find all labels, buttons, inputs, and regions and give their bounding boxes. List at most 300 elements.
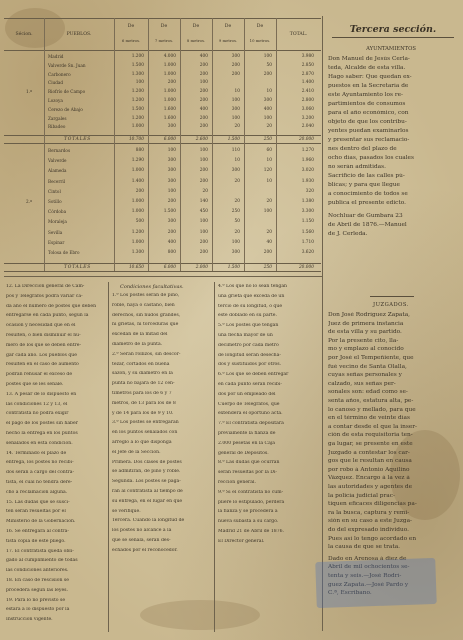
column-line: entregarse en cada punto, según la (6, 313, 89, 319)
row-value: 1.200 (131, 54, 144, 59)
row-value: 1.560 (301, 229, 314, 235)
row-value: 20.000 (298, 136, 314, 142)
column-line: su entrega, en el lugar en que (112, 498, 183, 504)
table-row (4, 250, 321, 256)
edict-line: la policía judicial prac- (328, 492, 395, 499)
row-pueblo: Zargales (48, 115, 67, 121)
row-value: 1.400 (301, 80, 314, 86)
closing-line: Abril de mil ochocientos se- (328, 564, 410, 571)
notice-line: a conocimiento de todos se (328, 191, 408, 197)
edict-line: de esta villa y su partido. (328, 329, 402, 336)
column-line: roble, haya ó castaño, bien (112, 302, 175, 308)
column-line: El Director general. (218, 538, 265, 544)
ayuntamientos-heading: AYUNTAMIENTOS (366, 46, 416, 52)
header-de: De (224, 24, 232, 29)
table-row (4, 54, 321, 60)
row-value: 400 (167, 239, 176, 245)
row-pueblo: Ribadeo (48, 124, 66, 130)
row-value: 20 (266, 229, 272, 235)
edict-line: lo canoso y mellado, para que (328, 406, 416, 413)
row-value: 200 (199, 115, 208, 121)
row-value: 3.060 (301, 106, 314, 112)
row-value: 200 (167, 199, 176, 204)
row-pueblo: Riofrío de Campo (48, 89, 86, 95)
row-value: 800 (167, 250, 176, 255)
column-line: 9.ª Si el contratista no cum- (218, 489, 284, 495)
row-value: 200 (135, 188, 144, 194)
row-value: 1.270 (301, 148, 314, 153)
row-value: 1.000 (163, 62, 176, 68)
column-line: tista copia de este pliego. (6, 538, 66, 544)
column-line: 13. A pesar de lo dispuesto en (6, 391, 77, 397)
column-line: 8.ª Las dudas que ocurran (218, 460, 280, 466)
table-row (4, 199, 321, 205)
table-row (4, 209, 321, 215)
row-value: 300 (167, 124, 176, 130)
column-line: el Jefe de la Sección. (112, 449, 161, 455)
notice-line: no serán admitidas. (328, 164, 386, 170)
column-line: dos serán á cargo del contra- (6, 470, 75, 476)
row-value: 10 (266, 158, 272, 164)
row-value: 1.200 (131, 229, 144, 235)
column-line: dos y sustituidos por otros. (218, 362, 282, 368)
table-row (4, 240, 321, 246)
row-value: 1.000 (131, 239, 144, 245)
edict-line: mo y emplazo al conocido (328, 346, 404, 353)
edict-line: en el término de veinte días (328, 415, 410, 422)
column-line: contratista no podrá exigir (6, 411, 69, 417)
row-pueblo: Alameda (48, 168, 67, 174)
row-value: 300 (231, 106, 240, 112)
row-value: 20 (202, 188, 208, 194)
row-value: 100 (199, 148, 208, 153)
closing-line: guez Zapata.—José Pardo y (328, 581, 409, 588)
notice-line: Hago saber: Que quedan ex- (328, 74, 412, 80)
header-unit: 6 metros. (121, 38, 141, 43)
row-value: 200 (167, 80, 176, 86)
row-value: 1.300 (131, 250, 144, 255)
total-label: TOTALES (64, 264, 92, 270)
header-de: De (160, 24, 168, 29)
column-line: se verifique. (112, 508, 141, 514)
row-value: 1.000 (163, 71, 176, 77)
header-unit: 9 metros. (218, 38, 238, 43)
column-line: ten serán resueltas por el (6, 509, 66, 515)
date-line: de Abril de 1876.—Manuel (328, 222, 407, 228)
column-line: nueva subasta á su cargo. (218, 519, 279, 525)
edict-line: tiquen eficaces diligencias pa- (328, 501, 417, 508)
table-row (4, 168, 321, 174)
row-value: 100 (199, 219, 208, 225)
column-line: una grieta que exceda de un (218, 293, 285, 299)
edict-line: gos que le resultan en causa (328, 458, 412, 465)
row-value: 2.040 (301, 124, 314, 130)
column-line: excedan de la mitad del (112, 332, 168, 338)
row-value: 140 (199, 199, 208, 204)
column-line: los postes no alcance á la (112, 528, 172, 534)
row-pueblo: Valverde Sn. Juan (48, 62, 86, 68)
table-row (4, 148, 321, 154)
row-value: 2.870 (301, 71, 314, 77)
total-label: TOTALES (64, 136, 92, 142)
column-line: ocasión y necesidad que en él (6, 323, 76, 329)
row-value: 200 (167, 229, 176, 235)
table-row (4, 89, 321, 95)
column-line: punta no bajará de 12 cen- (112, 381, 175, 387)
table-row (4, 189, 321, 195)
row-value: 300 (167, 219, 176, 225)
row-value: 100 (231, 239, 240, 245)
column-line: Instrucción vigente. (6, 617, 53, 623)
row-pueblo: Valverde (48, 158, 67, 164)
column-rule (322, 16, 323, 631)
row-value: 300 (231, 54, 240, 59)
row-value: 100 (167, 148, 176, 153)
column-line: rán al contratista al tiempo de (112, 489, 183, 494)
row-value: 300 (167, 158, 176, 164)
row-value: 1.380 (301, 199, 314, 204)
notice-line: publica el presente edicto. (328, 200, 406, 206)
row-value: 1.600 (163, 115, 176, 121)
row-value: 450 (199, 209, 208, 215)
row-value: 120 (263, 168, 272, 174)
column-line: Primera. Dos clases de postes (112, 459, 182, 465)
column-line: diámetro de la punta. (112, 342, 163, 347)
notice-line: objeto de que los contribu- (328, 119, 407, 125)
notice-line: para el año económico, con (328, 110, 409, 116)
column-line: tercio de su longitud, ó que (218, 303, 283, 309)
notice-line: ocho días, pasados los cuales (328, 155, 414, 161)
row-value: 20 (234, 229, 240, 235)
row-value: 100 (263, 209, 272, 215)
column-line: postes que se les señale. (6, 382, 64, 387)
row-value: 200 (231, 62, 240, 68)
column-line: las condiciones anteriores. (6, 568, 69, 574)
column-line: Segunda. Los postes se paga- (112, 479, 181, 485)
divider (370, 296, 414, 297)
row-value: 50 (234, 219, 240, 225)
table-row (4, 230, 321, 236)
closing-line: C.ª, Escribano. (328, 590, 372, 597)
row-value: 400 (199, 106, 208, 112)
column-line: hecho la entrega en los puntos (6, 431, 78, 436)
edict-line: calzado, sus señas per- (328, 380, 396, 387)
column-line: 17. El contratista queda obli- (6, 548, 74, 554)
row-value: 3.980 (301, 54, 314, 59)
row-value: 200 (231, 71, 240, 77)
column-line: 15. Las dudas que se susci- (6, 499, 70, 505)
row-value: 1.000 (131, 168, 144, 174)
conditions-title: Condiciones facultativas. (120, 284, 184, 290)
row-pueblo: Lozoya (48, 98, 63, 103)
row-value: 200 (199, 250, 208, 255)
stain (140, 600, 260, 630)
column-line: 4.ª Los que no lo sean tengan (218, 284, 288, 289)
table-row (4, 179, 321, 185)
edict-line: fué vecino de Santa Olalla, (328, 363, 407, 370)
section-title: Tercera sección. (332, 24, 454, 38)
row-pueblo: Carbonero (48, 71, 71, 77)
column-line: ni grietas, ni torceduras que (112, 322, 179, 328)
edict-line: Don José Rodríguez Zapata, (328, 312, 411, 318)
column-line: 12. La Dirección general de Cam- (6, 284, 85, 289)
column-line: decímetro por cada metro (218, 342, 279, 348)
row-value: 100 (135, 80, 144, 86)
row-value: 20.000 (298, 264, 314, 270)
row-pueblo: Moraleja (48, 219, 67, 225)
notice-line: partimientos de consumos (328, 101, 406, 107)
column-line: la fianza y se procederá á (218, 509, 278, 515)
header-de: De (256, 24, 264, 29)
table-row (4, 72, 321, 78)
column-line: 2.ª Serán rollizos, sin descor- (112, 351, 181, 357)
column-line: en cada punto serán recibi- (218, 382, 282, 387)
blue-stamp (315, 558, 437, 608)
row-value: 200 (199, 124, 208, 130)
row-value: 10.650 (128, 264, 144, 270)
column-line: Madrid 21 de Abril de 1876. (218, 529, 284, 534)
row-value: 200 (199, 239, 208, 245)
edict-line: la causa de que se trata. (328, 544, 400, 551)
row-value: 300 (167, 168, 176, 174)
row-value: 300 (231, 250, 240, 255)
row-value: 20 (266, 199, 272, 204)
column-line: 6.ª Los que se deben entregar (218, 372, 289, 378)
notice-line: y presentar sus reclamacio- (328, 137, 410, 143)
edict-line: por robo á Antonio Aquilino (328, 466, 410, 473)
row-pueblo: Tolosa de Ebro (48, 250, 80, 255)
column-line: tímetros para los de 6 y 7 (112, 391, 172, 396)
column-line: 14. Terminado el plazo de (6, 450, 67, 456)
edict-line: Pues así lo tengo acordado en (328, 535, 417, 542)
column-line: 16. Se entregará al contra- (6, 529, 69, 534)
column-line: que se señala, serán des- (112, 538, 171, 543)
column-line: serán resueltas por la Di- (218, 470, 277, 476)
column-line: echados por el reconocedor. (112, 547, 178, 553)
edict-line: Juez de primera instancia (328, 320, 404, 327)
column-line: señalados en esta condición. (6, 440, 73, 446)
column-line: en los puntos señalados con (112, 430, 178, 436)
notice-line: este Ayuntamiento los re- (328, 92, 403, 98)
row-value: 100 (167, 188, 176, 194)
edict-line: Por la presente cito, lla- (328, 337, 399, 344)
row-value: 100 (231, 98, 240, 103)
row-value: 200 (199, 89, 208, 95)
row-value: 400 (199, 54, 208, 59)
row-value: 1.500 (227, 264, 240, 270)
table-row (4, 80, 321, 86)
edict-line: a contar desde el que la inser- (328, 423, 417, 430)
header-unit: 8 metros. (186, 38, 206, 43)
header-unit: 7 metros. (154, 38, 174, 43)
row-value: 6.000 (163, 264, 176, 270)
row-value: 1.000 (131, 199, 144, 204)
column-line: resulten, ó bien disminuir el nú- (6, 333, 81, 338)
table-row (4, 219, 321, 225)
column-line: cho á reclamación alguna. (6, 489, 68, 495)
table-row (4, 63, 321, 69)
row-pueblo: Espinar (48, 239, 65, 245)
row-value: 20 (234, 124, 240, 130)
row-value: 40 (266, 239, 272, 245)
column-line: 2.000 pesetas en la Caja (218, 440, 275, 446)
row-value: 400 (263, 106, 272, 112)
column-line: metros, de 13 para los de 8 (112, 400, 176, 406)
row-value: 1.600 (163, 106, 176, 112)
row-value: 10 (266, 89, 272, 95)
row-value: 1.500 (163, 209, 176, 215)
row-value: 100 (199, 158, 208, 164)
table-row (4, 107, 321, 113)
row-value: 500 (135, 219, 144, 225)
row-pueblo: Becerril (48, 178, 66, 184)
notice-line: yentes puedan examinarlos (328, 128, 409, 134)
closing-line: Dado en Arenosa á diez de (328, 555, 407, 562)
column-line: las condiciones 12 y 13, el (6, 401, 68, 407)
edict-line: Vázquez. Encargo á la vez á (328, 475, 410, 482)
row-value: 10.700 (128, 136, 144, 142)
edict-line: do del expresado individuo. (328, 527, 409, 533)
row-value: 100 (263, 115, 272, 121)
column-line: 7.ª El contratista depositará (218, 421, 284, 427)
notice-line: blicas; y para que llegue (328, 182, 400, 188)
column-line: tista, el cual no tendrá dere- (6, 480, 73, 485)
row-value: 110 (231, 148, 240, 153)
column-line: da año el número de postes que deben (6, 303, 97, 309)
row-value: 2.410 (301, 89, 314, 95)
row-value: 4.000 (163, 54, 176, 59)
row-value: 300 (167, 178, 176, 184)
row-value: 1.000 (163, 89, 176, 95)
column-line: extenderá el oportuno acta. (218, 411, 283, 417)
row-value: 200 (199, 178, 208, 184)
column-rule (108, 282, 109, 632)
juzgados-heading: JUZGADOS. (373, 302, 409, 308)
table-row (4, 158, 321, 164)
column-line: pliere lo estipulado, perderá (218, 499, 285, 505)
row-value: 1.290 (131, 158, 144, 164)
column-line: arreglo á lo que disponga (112, 440, 172, 445)
table-row (4, 124, 321, 130)
column-line: podrán rehusar el exceso de (6, 372, 73, 378)
row-value: 1.200 (131, 115, 144, 121)
column-line: el pago de los postes sin haber (6, 421, 78, 427)
row-pueblo: Córdoba (48, 209, 67, 215)
table-row (4, 116, 321, 122)
row-value: 200 (263, 71, 272, 77)
edict-line: cuyas señas personales y (328, 372, 402, 379)
row-value: 1.000 (131, 209, 144, 215)
row-pueblo: Cerezo de Abajo (48, 106, 83, 112)
row-value: 1.960 (301, 158, 314, 164)
closing-line: tenta y seis.—José Rodrí- (328, 573, 402, 579)
postes-table (4, 18, 321, 278)
row-value: 20 (234, 199, 240, 204)
row-pueblo: Sotillo (48, 199, 62, 204)
row-value: 100 (199, 80, 208, 86)
table-row (4, 98, 321, 104)
row-pueblo: Bernardos (48, 148, 71, 153)
edict-line: por José el Tempeñiente, que (328, 355, 414, 361)
column-line: 3.ª Los postes se entregarán (112, 420, 179, 426)
row-pueblo: Cintol (48, 188, 61, 194)
column-line: sazón, y su diámetro en la (112, 371, 173, 377)
edict-line: ga lugar, se presente en este (328, 441, 413, 447)
edict-line: ción de esta requisitoria ten- (328, 432, 413, 439)
column-line: Ministerio de la Gobernación. (6, 519, 76, 525)
row-value: 2.000 (195, 264, 208, 270)
row-pueblo: Ciudad (48, 80, 64, 86)
row-value: 1.500 (131, 62, 144, 68)
row-value: 1.710 (301, 239, 314, 245)
notice-line: Don Manuel de Jesús Cerla- (328, 56, 410, 62)
column-line: Tercera. Cuando la longitud de (112, 518, 185, 524)
row-value: 300 (231, 168, 240, 174)
row-value: 200 (263, 250, 272, 255)
row-value: 200 (199, 98, 208, 103)
notice-line: Sacrificio de las calles pú- (328, 173, 405, 179)
row-pueblo: Madrid (48, 54, 64, 59)
column-line: pos y Telégrafos podrá variar ca- (6, 293, 83, 299)
column-line: 19. Para lo no previsto se (6, 597, 66, 603)
row-value: 200 (199, 62, 208, 68)
row-value: 1.930 (301, 178, 314, 184)
column-line: esté doblado en su parte. (218, 313, 277, 319)
column-line: dos por un empleado del (218, 391, 276, 397)
row-value: 1.000 (131, 124, 144, 130)
row-value: 250 (231, 209, 240, 215)
header-total: TOTAL. (289, 32, 308, 37)
notice-line: nes dentro del plazo de (328, 146, 397, 152)
row-value: 6.000 (163, 136, 176, 142)
signature-line: Nochluar de Gumbara 23 (328, 213, 403, 219)
row-value: 20 (234, 178, 240, 184)
row-value: 3.300 (301, 209, 314, 215)
row-value: 100 (231, 115, 240, 121)
notice-line: puestos en la Secretaría de (328, 83, 409, 89)
row-value: 100 (263, 54, 272, 59)
row-section: 1.ª (26, 89, 32, 95)
column-line: 1.ª Los postes serán de pino, (112, 293, 180, 298)
row-value: 1.150 (301, 219, 314, 225)
section-divider (4, 276, 322, 277)
column-line: 5.ª Los postes que tengan (218, 323, 279, 329)
header-pueblos: PUEBLOS. (66, 32, 92, 37)
column-line: Cuerpo de Telégrafos, que (218, 401, 280, 407)
column-line: procederá según las leyes. (6, 587, 68, 593)
column-line: estará á lo dispuesto por la (6, 607, 70, 613)
row-value: 1.500 (131, 106, 144, 112)
edict-line: sonales son: edad como se- (328, 389, 408, 396)
column-line: general de Depósitos. (218, 450, 269, 456)
row-value: 320 (305, 188, 314, 194)
column-line: 18. En caso de rescisión se (6, 578, 69, 583)
column-line: de longitud serán desecha- (218, 352, 281, 358)
row-value: 1.200 (131, 98, 144, 103)
row-section: 2.ª (26, 199, 32, 204)
edict-line: senta años, estatura alta, pe- (328, 398, 414, 404)
row-value: 2.850 (301, 62, 314, 68)
edict-line: Juzgado a contestar los car- (328, 449, 410, 456)
row-value: 880 (135, 148, 144, 153)
notice-line: teda, Alcalde de esta villa. (328, 65, 406, 71)
row-value: 1.000 (163, 98, 176, 103)
row-value: 1.200 (131, 89, 144, 95)
row-value: 300 (263, 98, 272, 103)
row-value: 3.200 (301, 115, 314, 121)
row-value: 20 (266, 124, 272, 130)
edict-line: sión en su caso a este Juzga- (328, 518, 413, 525)
